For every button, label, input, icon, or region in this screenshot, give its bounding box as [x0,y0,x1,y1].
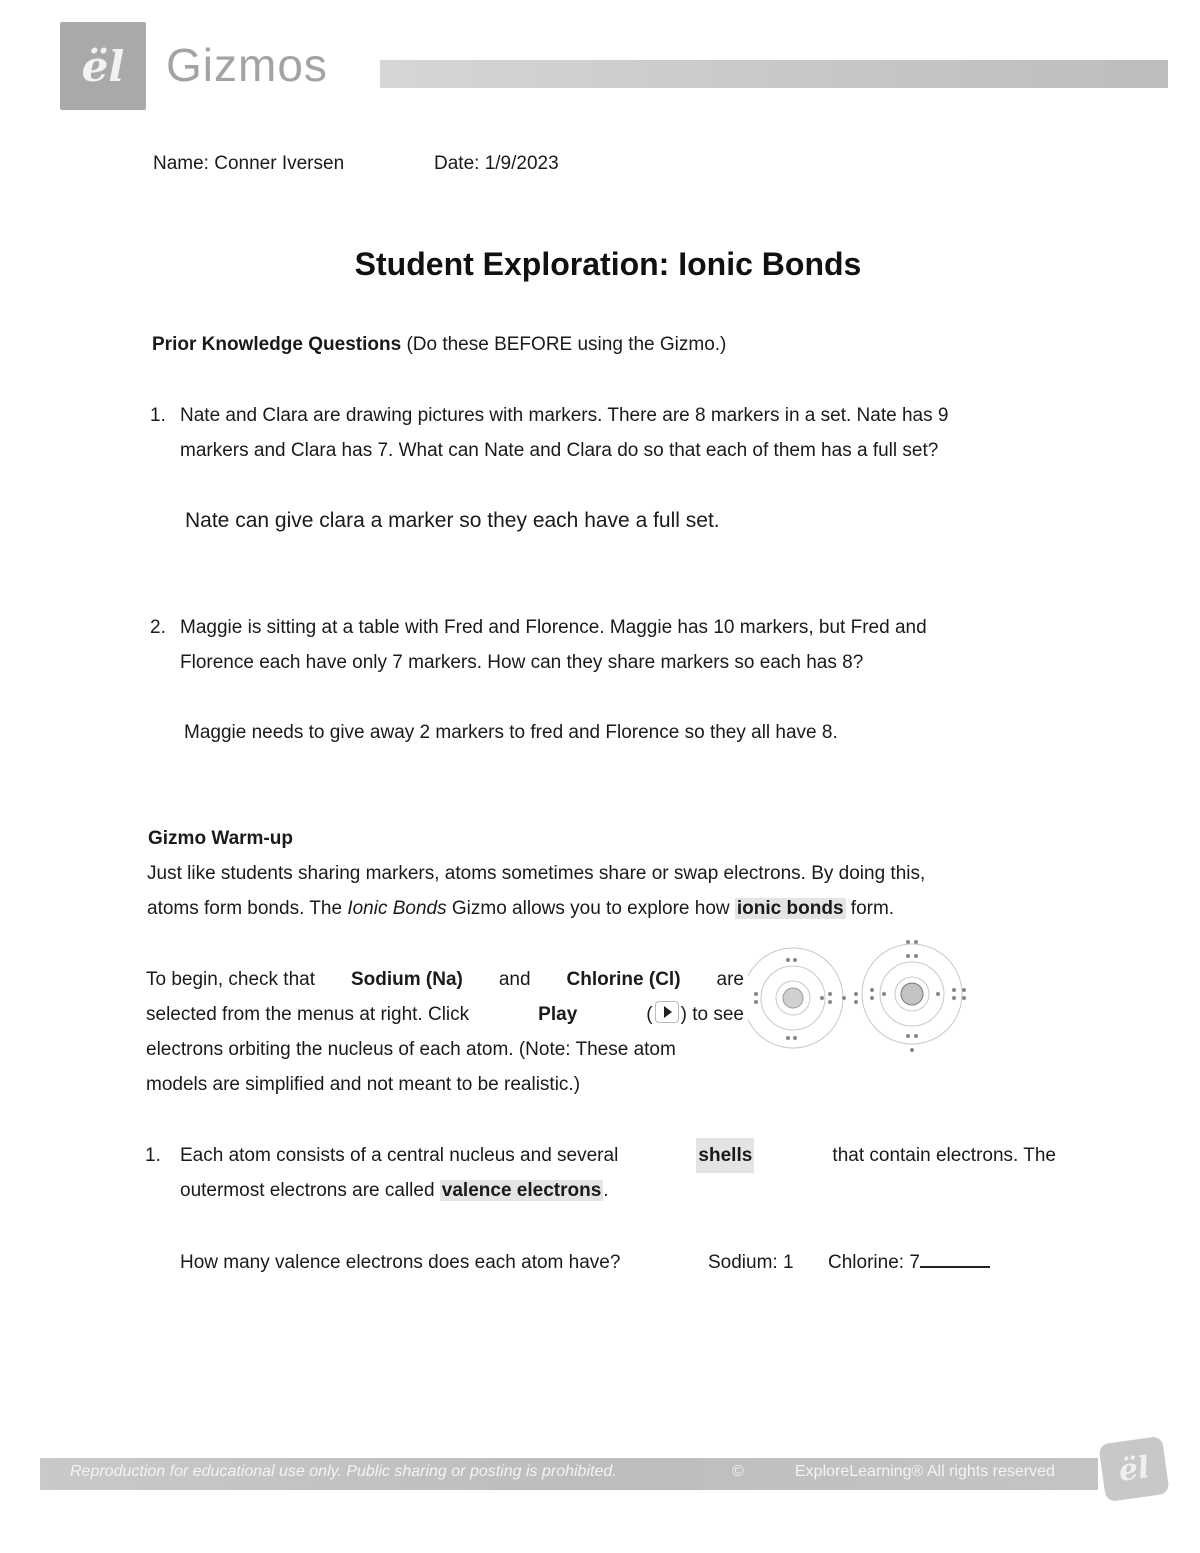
footer-logo-mark: ël [1116,1449,1152,1489]
instruction-line: models are simplified and not meant to be realistic.) [146,1074,581,1095]
warmup-heading [148,821,293,856]
gizmos-logo [60,22,146,110]
question-text: outermost electrons are called valence electrons . [180,1180,609,1201]
question-text: Nate and Clara are drawing pictures with markers. There are 8 markers in a set. Nate has 9 [180,405,949,426]
play-label: Play [538,1004,578,1025]
footer-rights: ExploreLearning® All rights reserved [795,1463,1055,1480]
play-icon [655,1001,679,1023]
gizmo-name: Ionic Bonds [347,898,447,919]
footer-copyright: © [732,1463,744,1480]
footer-notice: Reproduction for educational use only. Public sharing or posting is prohibited. [70,1463,617,1480]
intro-line: Just like students sharing markers, atoms sometimes share or swap electrons. By doing this, [147,863,926,884]
student-name: Name: Conner Iversen [153,153,345,174]
prior-heading-label: Prior Knowledge Questions [152,334,402,355]
question-number: 1. [145,1145,161,1166]
instruction-line: To begin, check that Sodium (Na) and Chlorine (Cl) are [146,969,744,990]
warmup-instructions [146,962,744,1102]
logo-mark: ël [81,41,125,91]
question-text: markers and Clara has 7. What can Nate and Clara do so that each of them has a full set? [180,440,939,461]
footer-logo [1098,1436,1169,1502]
header-band [380,60,1168,88]
answer-blank [920,1248,990,1268]
atom-models-illustration [748,932,978,1060]
answer-1: Nate can give clara a marker so they each have a full set. [185,509,720,532]
answer-2: Maggie needs to give away 2 markers to fred and Florence so they all have 8. [184,722,838,743]
valence-prompt: How many valence electrons does each atom have? [180,1252,621,1273]
prior-heading-note: (Do these BEFORE using the Gizmo.) [406,334,727,355]
warmup-heading-label: Gizmo Warm-up [148,828,293,849]
chlorine-answer: Chlorine: 7 [828,1252,920,1273]
question-number: 2. [150,617,166,638]
chlorine-nucleus [901,983,923,1005]
warmup-question-1 [145,1138,1056,1208]
term-ionic-bonds: ionic bonds [736,898,844,919]
page-title: Student Exploration: Ionic Bonds [354,246,862,282]
term-valence-electrons: valence electrons [441,1180,602,1201]
question-2 [150,610,927,680]
question-text: Florence each have only 7 markers. How can they share markers so each has 8? [180,652,864,673]
instruction-line: selected from the menus at right. Click Play ( ) to see [146,997,744,1032]
chlorine-answer-row [828,1245,990,1280]
instruction-line: electrons orbiting the nucleus of each atom. (Note: These atom [146,1039,676,1060]
question-1 [150,398,948,468]
question-number: 1. [150,405,166,426]
sodium-nucleus [783,988,803,1008]
question-text: Maggie is sitting at a table with Fred and Florence. Maggie has 10 markers, but Fred and [180,617,927,638]
date: Date: 1/9/2023 [434,153,559,174]
brand-name: Gizmos [166,39,328,91]
warmup-intro [147,856,925,926]
question-text: Each atom consists of a central nucleus and several shells that contain electrons. The [180,1138,1056,1173]
intro-line: atoms form bonds. The Ionic Bonds Gizmo allows you to explore how ionic bonds form. [147,898,895,919]
prior-knowledge-heading [152,327,726,362]
term-shells: shells [696,1138,754,1173]
sodium-answer: Sodium: 1 [708,1252,794,1273]
